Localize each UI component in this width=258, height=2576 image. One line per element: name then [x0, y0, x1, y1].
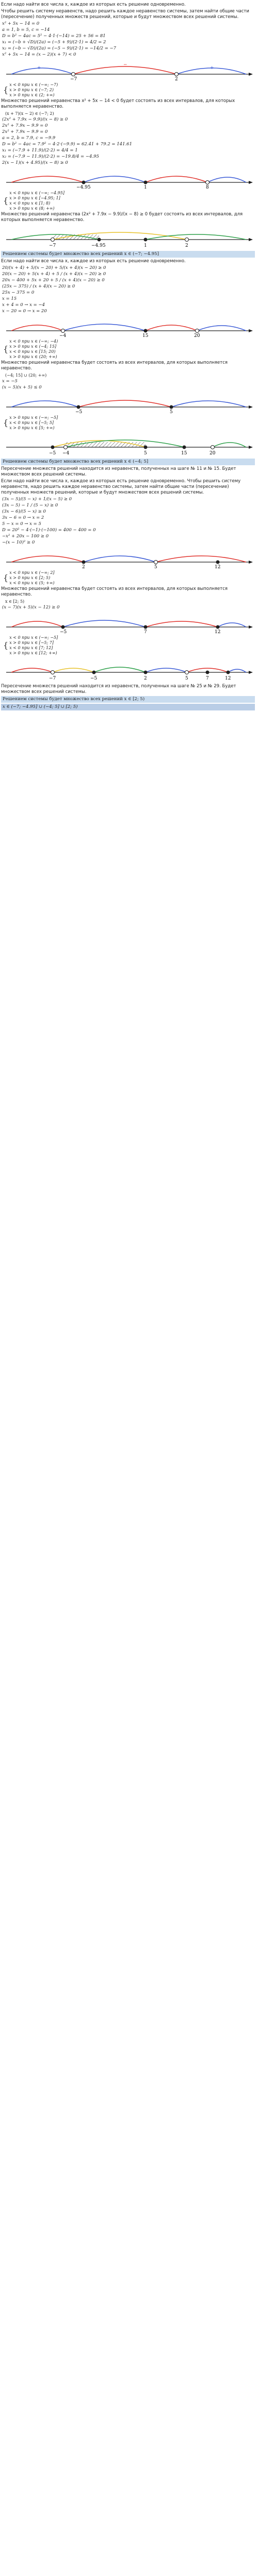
case-list: { x < 0 при x ∈ (−∞; −7) x > 0 при x ∈ (−7; 2) x > 0 при x ∈ (2; +∞) — [3, 82, 58, 97]
number-line — [1, 167, 255, 190]
point-marker — [61, 329, 65, 333]
section-answer: Решением системы будет множество всех решений x ∈ (−4; 5] — [1, 459, 255, 465]
equation: (25x − 375) / (x + 4)(x − 20) ≥ 0 — [2, 284, 75, 289]
case-item: x < 0 при x ∈ (−∞; −7) — [9, 82, 58, 87]
equation: x₁ = (−7.9 + 11.9)/(2·2) = 4/4 = 1 — [2, 148, 78, 153]
point-marker — [170, 405, 173, 409]
case-item: x > 0 при x ∈ (2; +∞) — [9, 93, 55, 97]
interval-arc — [11, 325, 63, 331]
interval-arc — [63, 620, 146, 627]
interval-arc — [213, 443, 246, 447]
case-item: x > 0 при x ∈ [−5; 7] — [9, 640, 54, 645]
answer-intro: Пересечение множеств решений находится из неравенств, полученных на шаге № 25 и № 29. Будет множеством всех решений системы. — [1, 684, 236, 694]
case-item: x < 0 при x ∈ [15; 20) — [9, 349, 56, 354]
point-marker — [92, 671, 96, 674]
case-item: x > 0 при x ∈ (−4; 15] — [9, 344, 57, 349]
point-marker — [51, 446, 55, 449]
case-list: { x < 0 при x ∈ (−∞; −4) x > 0 при x ∈ (−4; 15] x < 0 при x ∈ [15; 20) x > 0 при x ∈ (20; +∞) — [3, 339, 58, 359]
intro-text: Если надо найти все числа x, каждое из которых есть решение одновременно. Чтобы решить систему неравенств, надо решить каждое неравенство системы, затем найти общие части (пересечение) полученных множеств решений, которые и будут множеством всех решений системы. — [1, 479, 241, 495]
number-line-svg — [1, 432, 254, 457]
point-marker — [77, 405, 80, 409]
axis-tick-label: −7 — [49, 676, 56, 681]
case-item: x > 0 при x ∈ [−4.95; 1] — [9, 196, 60, 200]
interval-arc — [146, 176, 207, 182]
point-marker — [51, 238, 55, 242]
axis-tick-label: −5 — [60, 630, 67, 634]
point-marker — [206, 181, 209, 184]
set-note: Множество решений неравенства будет состоять из всех интервалов, для которых выполняется неравенство. — [1, 586, 228, 597]
point-marker — [206, 671, 209, 674]
case-item: x > 0 при x ∈ (8; +∞) — [9, 206, 55, 211]
number-line-svg — [1, 224, 254, 250]
equation: (2x² + 7.9x − 9.9)/(x − 8) ≥ 0 — [2, 117, 68, 122]
axis-arrow — [249, 671, 253, 674]
equation: x₁ = (−b + √D)/(2a) = (−5 + 9)/(2·1) = 4/2 = 2 — [2, 40, 106, 45]
number-line-svg — [1, 315, 254, 338]
intro-text: Если надо найти все числа x, каждое из которых есть решение одновременно. — [1, 2, 186, 7]
axis-tick-label: 5 — [170, 410, 173, 414]
sign-label: + — [210, 65, 214, 71]
number-line-svg — [1, 392, 254, 414]
equation: D = 20² − 4·(−1)·(−100) = 400 − 400 = 0 — [2, 528, 96, 533]
case-list: { x < 0 при x ∈ (−∞; 2] x > 0 при x ∈ [2; 5) x < 0 при x ∈ (5; +∞) — [3, 570, 55, 585]
interval-arc — [11, 68, 73, 74]
interval-arc — [11, 556, 84, 562]
intro-text: Если надо найти все числа x, каждое из которых есть решение одновременно. — [1, 259, 186, 264]
axis-tick-label: −7 — [70, 77, 77, 81]
axis-tick-label: 15 — [142, 333, 149, 338]
number-line — [1, 315, 255, 338]
equation: 2(x − 1)(x + 4.95)/(x − 8) ≥ 0 — [2, 160, 68, 165]
point-marker — [64, 446, 68, 449]
equation: 25x − 375 = 0 — [2, 290, 35, 295]
point-marker — [185, 238, 189, 242]
axis-tick-label: 15 — [181, 451, 187, 456]
point-marker — [216, 561, 220, 564]
interval-arc — [84, 556, 156, 562]
axis-tick-label: 12 — [225, 676, 231, 681]
equation: x₂ = (−7.9 − 11.9)/(2·2) = −19.8/4 = −4.95 — [2, 154, 99, 159]
point-marker — [82, 181, 86, 184]
equation: x − 20 = 0 → x = 20 — [2, 309, 47, 314]
axis-tick-label: 12 — [215, 565, 221, 569]
interval-arc — [171, 401, 246, 407]
point-marker — [227, 671, 230, 674]
axis-tick-label: 1 — [144, 243, 147, 248]
number-line-intersection — [1, 224, 255, 250]
sign-label: − — [123, 62, 127, 67]
interval-arc — [78, 400, 171, 407]
interval-arc — [63, 324, 146, 331]
number-line — [1, 59, 255, 81]
equation: a = 1, b = 5, c = −14 — [2, 27, 50, 32]
equation: x² + 5x − 14 = (x − 2)(x + 7) < 0 — [2, 52, 76, 57]
interval-arc — [53, 668, 94, 672]
axis-tick-label: 5 — [144, 451, 147, 456]
equation: (x − 5)(x + 5) ≤ 0 — [2, 385, 42, 390]
point-marker — [196, 329, 199, 333]
axis-tick-label: 1 — [144, 185, 147, 190]
case-item: x > 0 при x ∈ (−∞; −5] — [9, 415, 58, 420]
case-item: x < 0 при x ∈ [−5; 5] — [9, 420, 54, 425]
axis-tick-label: 8 — [206, 185, 209, 190]
axis-arrow — [249, 405, 253, 409]
point-marker — [82, 561, 86, 564]
intro-text: Чтобы решить систему неравенств, надо решить каждое неравенство системы, затем найти общие части (пересечение) полученных множеств решений, которые и будут множеством всех решений системы. — [1, 9, 249, 20]
case-item: x < 0 при x ∈ [7; 12] — [9, 646, 53, 650]
intro-text: Пересечение множеств решений находится из неравенств, полученных на шаге № 11 и № 15. Будет множеством всех решений системы. — [1, 466, 236, 477]
number-line — [1, 612, 255, 634]
set-result: (x + 7)(x − 2) ∈ (−7; 2) — [5, 111, 54, 116]
number-line-svg — [1, 547, 254, 569]
interval-arc — [73, 66, 176, 74]
axis-tick-label: 2 — [185, 243, 188, 248]
interval-arc — [11, 176, 84, 182]
equation: 2x² + 7.9x − 9.9 = 0 — [2, 123, 48, 128]
number-line-svg — [1, 59, 254, 81]
equation: 2x² + 7.9x − 9.9 = 0 — [2, 129, 48, 134]
interval-arc — [146, 325, 197, 331]
axis-arrow — [249, 625, 253, 629]
equation: 20x − 400 + 5x + 20 + 5 / (x + 4)(x − 20) ≥ 0 — [2, 278, 105, 283]
point-marker — [183, 446, 186, 449]
axis-tick-label: 20 — [194, 333, 200, 338]
point-marker — [175, 73, 179, 76]
axis-tick-label: −5 — [75, 410, 83, 414]
axis-arrow — [249, 238, 253, 241]
set-note: Множество решений неравенства x² + 5x − 14 < 0 будет состоять из всех интервалов, для которых выполняется неравенство. — [1, 98, 235, 109]
point-marker — [98, 238, 101, 242]
axis-tick-label: 2 — [175, 77, 178, 81]
equation: D = b² − 4ac = 5² − 4·1·(−14) = 25 + 56 = 81 — [2, 33, 106, 39]
axis-tick-label: −5 — [49, 451, 56, 456]
interval-arc — [146, 668, 187, 672]
interval-arc — [11, 401, 78, 407]
point-marker — [61, 625, 65, 629]
axis-arrow — [249, 329, 253, 332]
case-list: { x < 0 при x ∈ (−∞; −5] x > 0 при x ∈ [−5; 7] x < 0 при x ∈ [7; 12] x > 0 при x ∈ [12; +∞) — [3, 635, 58, 655]
axis-tick-label: 7 — [206, 676, 209, 681]
case-item: x > 0 при x ∈ [5; +∞) — [9, 426, 55, 430]
point-marker — [211, 446, 215, 449]
axis-tick-label: 7 — [144, 630, 147, 634]
interval-arc — [156, 556, 246, 562]
interval-arc — [228, 669, 246, 672]
axis-tick-label: 2 — [144, 676, 147, 681]
axis-arrow — [249, 181, 253, 184]
axis-tick-label: −4 — [59, 333, 67, 338]
case-item: x < 0 при x ∈ (−∞; −5] — [9, 635, 58, 640]
axis-tick-label: −5 — [90, 676, 98, 681]
number-line-intersection — [1, 657, 255, 683]
document — [0, 0, 256, 714]
equation: 3x − 6 = 0 → x = 2 — [2, 515, 44, 520]
axis-arrow — [249, 73, 253, 76]
axis-tick-label: 5 — [154, 565, 157, 569]
case-item: x < 0 при x ∈ (−∞; −4.95] — [9, 191, 64, 195]
axis-tick-label: −7 — [49, 243, 56, 248]
axis-tick-label: 12 — [215, 630, 221, 634]
equation: −x² + 20x − 100 ≥ 0 — [2, 534, 49, 539]
case-item: x > 0 при x ∈ (−7; 2) — [9, 88, 54, 92]
case-list: { x < 0 при x ∈ (−∞; −4.95] x > 0 при x ∈ [−4.95; 1] x < 0 при x ∈ [1; 8) x > 0 при x ∈ (8; +∞) — [3, 191, 64, 211]
point-marker — [144, 329, 148, 333]
interval-arc — [218, 623, 246, 627]
point-marker — [51, 671, 55, 674]
point-marker — [185, 671, 189, 674]
interval-arc — [146, 621, 218, 627]
case-item: x < 0 при x ∈ (−∞; 2] — [9, 570, 55, 575]
equation: 5 − x = 0 → x = 5 — [2, 521, 41, 527]
point-marker — [144, 238, 148, 242]
point-marker — [144, 181, 148, 184]
axis-arrow — [249, 446, 253, 449]
equation: x₂ = (−b − √D)/(2a) = (−5 − 9)/(2·1) = −14/2 = −7 — [2, 46, 117, 51]
interval-arc — [84, 176, 146, 182]
equation: D = b² − 4ac = 7.9² − 4·2·(−9.9) = 62.41 + 79.2 = 141.61 — [2, 142, 132, 147]
equation: (3x − 6)/(5 − x) ≥ 0 — [2, 509, 46, 514]
sign-label: + — [37, 65, 41, 71]
final-answer: x ∈ (−7; −4.95] ∪ (−4; 5] ∪ [2; 5) — [1, 704, 255, 710]
point-marker — [144, 625, 148, 629]
axis-tick-label: 5 — [185, 676, 188, 681]
axis-tick-label: −4.95 — [76, 185, 91, 190]
case-item: x > 0 при x ∈ [2; 5) — [9, 575, 51, 580]
section-answer: Решением системы будет множество всех решений x ∈ [2; 5) — [1, 696, 255, 703]
interval-arc — [207, 177, 246, 182]
set-result: x ∈ [2; 5) — [5, 599, 25, 604]
point-marker — [144, 446, 148, 449]
point-marker — [216, 625, 220, 629]
case-item: x < 0 при x ∈ [1; 8) — [9, 201, 51, 206]
interval-arc — [11, 668, 53, 672]
equation: (3x − 5)/(5 − x) + 1/(x − 5) ≥ 0 — [2, 497, 72, 502]
number-line — [1, 547, 255, 569]
case-item: x > 0 при x ∈ (20; +∞) — [9, 354, 57, 359]
number-line — [1, 392, 255, 414]
set-result: (−4; 15] ∪ (20; +∞) — [5, 373, 47, 378]
equation: −(x − 10)² ≥ 0 — [2, 540, 35, 545]
equation: (x − 7)(x + 5)(x − 12) ≥ 0 — [2, 605, 60, 610]
interval-arc — [11, 621, 63, 627]
number-line-intersection — [1, 432, 255, 457]
equation: (3x − 5) − 1 / (5 − x) ≥ 0 — [2, 503, 58, 508]
interval-arc — [197, 326, 246, 331]
number-line-svg — [1, 167, 254, 190]
case-item: x < 0 при x ∈ (5; +∞) — [9, 581, 55, 585]
axis-tick-label: 20 — [209, 451, 216, 456]
number-line-svg — [1, 612, 254, 634]
axis-tick-label: 2 — [82, 565, 85, 569]
case-item: x < 0 при x ∈ (−∞; −4) — [9, 339, 58, 344]
set-note: Множество решений неравенства будет состоять из всех интервалов, для которых выполняется неравенство. — [1, 360, 228, 371]
set-note: Множество решений неравенства (2x² + 7.9x − 9.9)/(x − 8) ≥ 0 будет состоять из всех интервалов, для которых выполняется неравенство. — [1, 212, 243, 223]
equation: x = 15 — [2, 296, 17, 301]
equation: 20/(x + 4) + 5/(x − 20) + 5/(x + 4)(x − 20) ≥ 0 — [2, 265, 106, 270]
number-line-svg — [1, 657, 254, 683]
case-item: x > 0 при x ∈ [12; +∞) — [9, 651, 57, 655]
section-answer: Решением системы будет множество всех решений x ∈ (−7; −4.95] — [1, 251, 255, 258]
axis-tick-label: −4 — [62, 451, 70, 456]
equation: x = −5 — [2, 379, 18, 384]
equation: a = 2, b = 7.9, c = −9.9 — [2, 135, 56, 141]
case-list: { x > 0 при x ∈ (−∞; −5] x < 0 при x ∈ [−5; 5] x > 0 при x ∈ [5; +∞) — [3, 415, 58, 430]
point-marker — [72, 73, 75, 76]
point-marker — [144, 671, 148, 674]
axis-tick-label: −4.95 — [91, 243, 106, 248]
equation: x² + 5x − 14 = 0 — [2, 21, 40, 26]
point-marker — [154, 561, 158, 564]
equation: x + 4 = 0 → x = −4 — [2, 302, 45, 308]
axis-arrow — [249, 561, 253, 564]
equation: 20(x − 20) + 5(x + 4) + 5 / (x + 4)(x − 20) ≥ 0 — [2, 272, 106, 277]
interval-arc — [94, 667, 146, 672]
